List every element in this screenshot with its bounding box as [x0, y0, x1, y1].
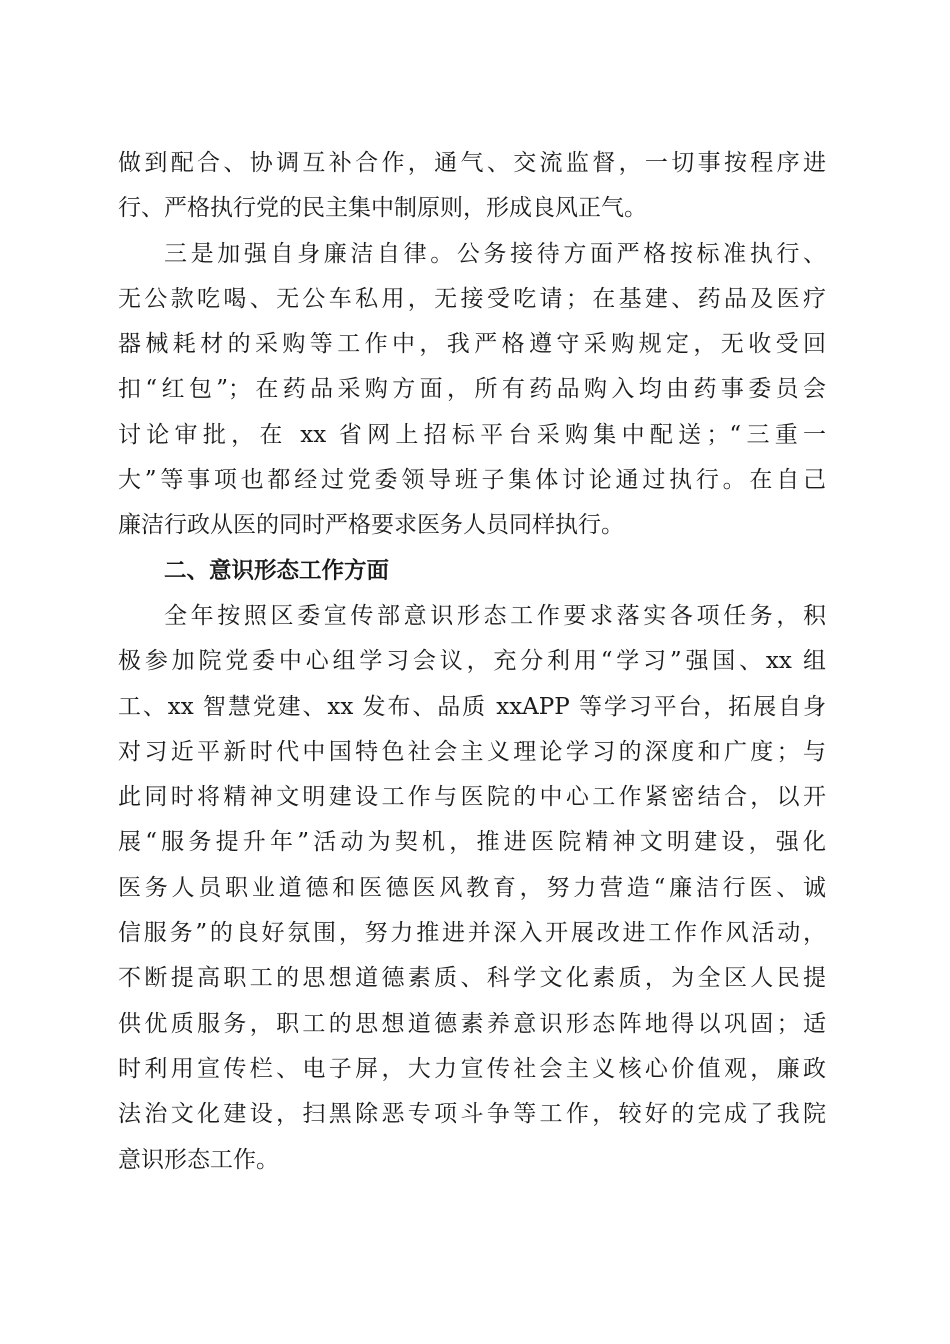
body-line-16: 展“服务提升年”活动为契机，推进医院精神文明建设，强化 [118, 829, 826, 856]
body-line-2: 行、严格执行党的民主集中制原则，形成良风正气。 [118, 195, 647, 222]
body-line-12: 极参加院党委中心组学习会议，充分利用“学习”强国、xx 组 [118, 648, 826, 675]
body-line-17: 医务人员职业道德和医德医风教育，努力营造“廉洁行医、诚 [118, 874, 826, 901]
body-line-6: 扣“红包”；在药品采购方面，所有药品购入均由药事委员会 [118, 376, 826, 403]
body-line-18: 信服务”的良好氛围，努力推进并深入开展改进工作作风活动， [118, 920, 826, 947]
body-line-7: 讨论审批，在 xx 省网上招标平台采购集中配送；“三重一 [118, 421, 826, 448]
body-line-23: 意识形态工作。 [118, 1146, 279, 1173]
body-line-1: 做到配合、协调互补合作，通气、交流监督，一切事按程序进 [118, 150, 826, 176]
body-line-11: 全年按照区委宣传部意识形态工作要求落实各项任务，积 [164, 602, 826, 629]
body-line-8: 大”等事项也都经过党委领导班子集体讨论通过执行。在自己 [118, 467, 826, 494]
document-body [118, 141, 826, 1183]
body-line-20: 供优质服务，职工的思想道德素养意识形态阵地得以巩固；适 [118, 1010, 826, 1037]
section-heading: 二、意识形态工作方面 [164, 557, 390, 584]
paragraph-lead-line: 三是加强自身廉洁自律。公务接待方面严格按标准执行、 [164, 240, 826, 267]
body-line-4: 无公款吃喝、无公车私用，无接受吃请；在基建、药品及医疗 [118, 285, 826, 312]
body-line-15: 此同时将精神文明建设工作与医院的中心工作紧密结合，以开 [118, 784, 826, 811]
body-line-14: 对习近平新时代中国特色社会主义理论学习的深度和广度；与 [118, 738, 826, 765]
body-line-21: 时利用宣传栏、电子屏，大力宣传社会主义核心价值观，廉政 [118, 1055, 826, 1082]
body-line-5: 器械耗材的采购等工作中，我严格遵守采购规定，无收受回 [118, 331, 826, 358]
body-line-19: 不断提高职工的思想道德素质、科学文化素质，为全区人民提 [118, 965, 826, 992]
body-line-13: 工、xx 智慧党建、xx 发布、品质 xxAPP 等学习平台，拓展自身 [118, 693, 826, 720]
body-line-9: 廉洁行政从医的同时严格要求医务人员同样执行。 [118, 512, 624, 539]
body-line-22: 法治文化建设，扫黑除恶专项斗争等工作，较好的完成了我院 [118, 1101, 826, 1128]
